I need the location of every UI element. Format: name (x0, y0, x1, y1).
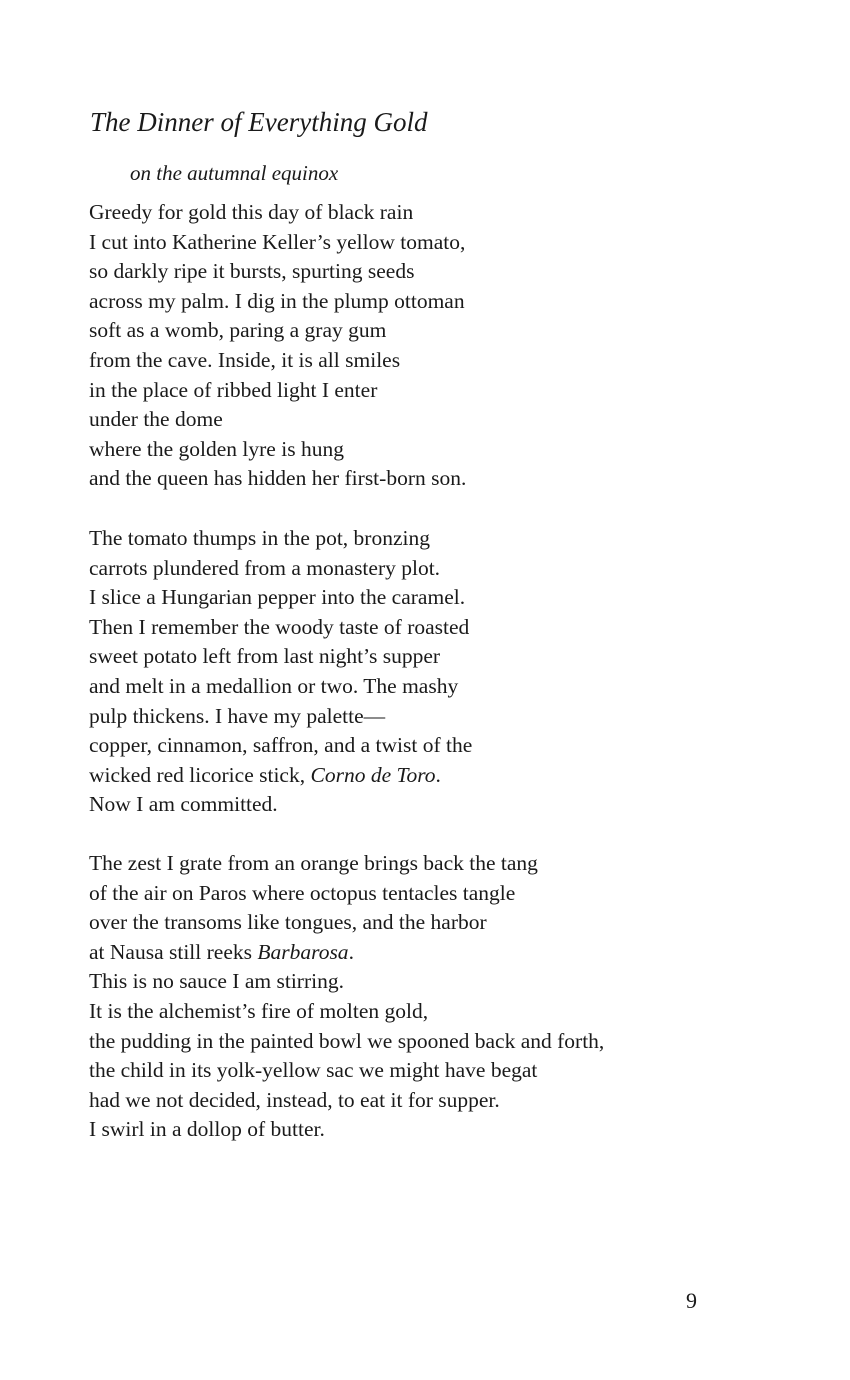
poem-line: across my palm. I dig in the plump ottoman (89, 288, 465, 313)
poem-line: This is no sauce I am stirring. (89, 969, 344, 994)
poem-line: Then I remember the woody taste of roasted (89, 614, 470, 639)
poem-line: and melt in a medallion or two. The mashy (89, 673, 459, 698)
poem-line: I cut into Katherine Keller’s yellow tomato, (89, 229, 466, 254)
poem-line: so darkly ripe it bursts, spurting seeds (89, 259, 415, 284)
poem-line: where the golden lyre is hung (89, 436, 344, 461)
poem-line: and the queen has hidden her first-born son. (89, 466, 467, 491)
poem-line: from the cave. Inside, it is all smiles (89, 347, 401, 372)
page-number: 9 (686, 1288, 697, 1313)
poem-line: I slice a Hungarian pepper into the caramel. (89, 585, 466, 610)
poem-line: The tomato thumps in the pot, bronzing (89, 526, 430, 550)
italic-phrase: Barbarosa (257, 939, 349, 964)
italic-phrase: Corno de Toro (310, 762, 436, 787)
poem-line: The zest I grate from an orange brings back the tang (89, 851, 538, 875)
stanza-2 (89, 524, 472, 820)
poem-line: under the dome (89, 407, 223, 432)
poem-line: of the air on Paros where octopus tentacles tangle (89, 880, 516, 905)
poem-title: The Dinner of Everything Gold (90, 107, 428, 137)
poem-line: in the place of ribbed light I enter (89, 377, 378, 402)
poem-line: the pudding in the painted bowl we spooned back and forth, (89, 1028, 605, 1053)
poem-line: the child in its yolk-yellow sac we might have begat (89, 1058, 538, 1083)
poem-line: It is the alchemist’s fire of molten gold, (89, 998, 429, 1023)
poem-line: I swirl in a dollop of butter. (89, 1117, 325, 1142)
poem-line: wicked red licorice stick, Corno de Toro. (89, 762, 441, 787)
poem-line: pulp thickens. I have my palette— (89, 703, 386, 728)
poem-line: Greedy for gold this day of black rain (89, 200, 414, 224)
poem-line: sweet potato left from last night’s supper (89, 644, 441, 669)
poem-line: Now I am committed. (89, 792, 278, 817)
poem-line: copper, cinnamon, saffron, and a twist of the (89, 733, 473, 758)
poem-line: over the transoms like tongues, and the harbor (89, 910, 487, 935)
poem-line: carrots plundered from a monastery plot. (89, 555, 441, 580)
poem-subtitle: on the autumnal equinox (130, 161, 339, 185)
stanza-3 (89, 849, 604, 1145)
poem-line: at Nausa still reeks Barbarosa. (89, 939, 354, 964)
poem-line: soft as a womb, paring a gray gum (89, 318, 387, 343)
stanza-1 (89, 198, 466, 494)
poem-line: had we not decided, instead, to eat it for supper. (89, 1087, 500, 1112)
